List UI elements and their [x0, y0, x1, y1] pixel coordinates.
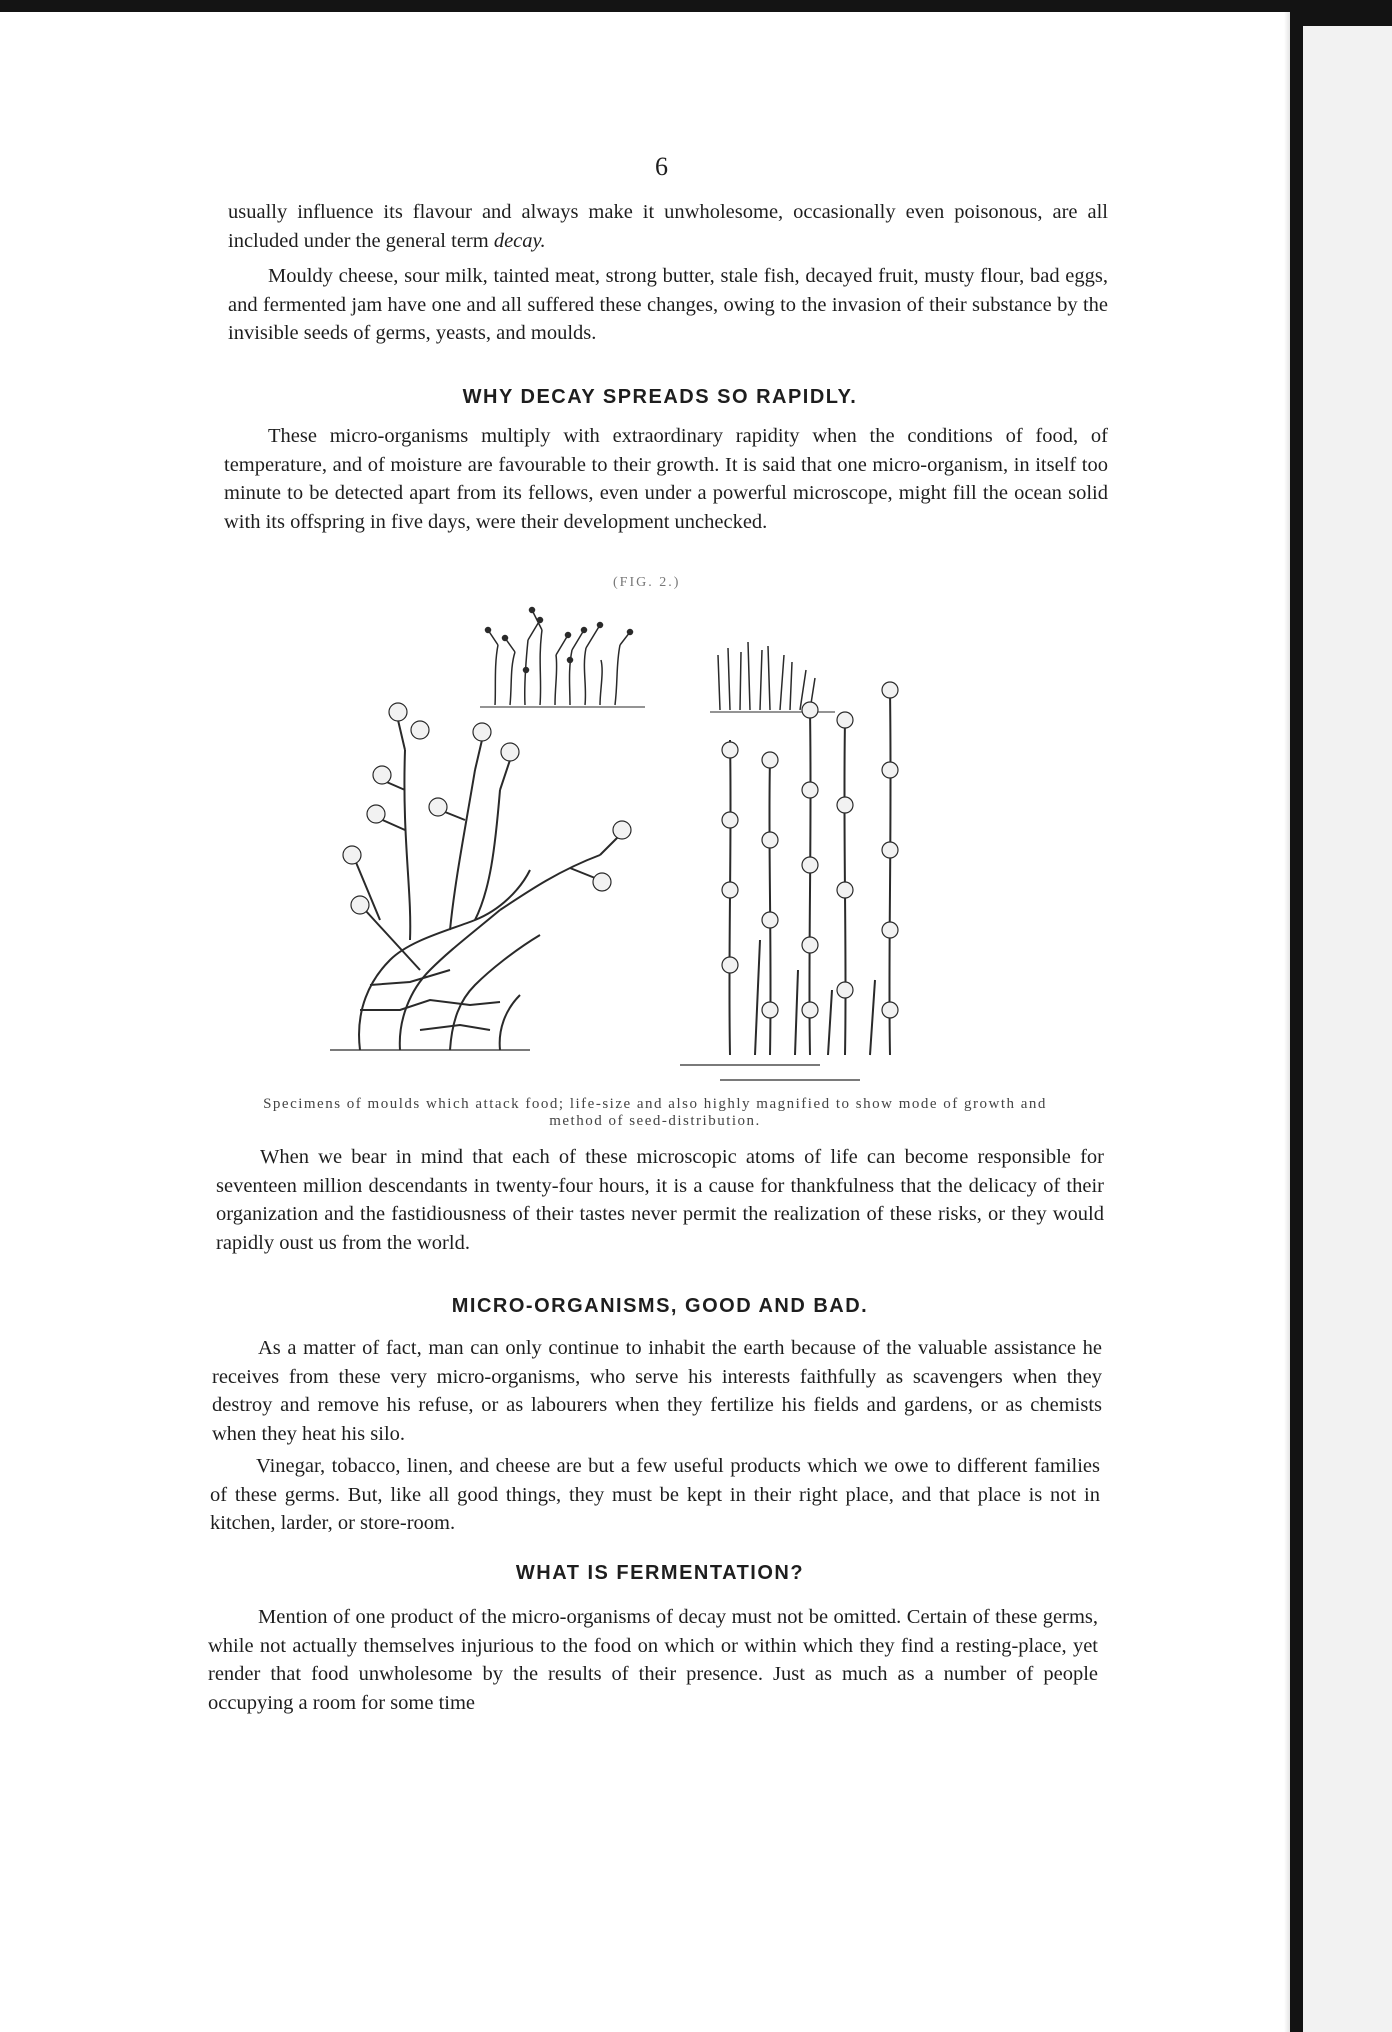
- life-size-mould-right: [710, 642, 835, 712]
- paragraph-seventeen-million: When we bear in mind that each of these microscopic atoms of life can become responsible for seventeen million descendants in twenty-four hours, it is a cause for thankfulness that the delicacy of their organization and the fastidiousness of their tastes never permit the realization of these risks, or they would rapidly oust us from the world.: [216, 1146, 1104, 1254]
- paragraph-assistance: As a matter of fact, man can only continue to inhabit the earth because of the valuable assistance he receives from these very micro-organisms, who serve his interests faithfully as scavengers when they destroy and remove his refuse, or as labourers when they fertilize his fields and gardens, or as chemists when they heat his silo.: [212, 1337, 1102, 1445]
- scan-top-edge: [0, 0, 1392, 12]
- paragraph-spoiled-foods: Mouldy cheese, sour milk, tainted meat, strong butter, stale fish, decayed fruit, musty flour, bad eggs, and fermented jam have one and all suffered these changes, owing to the invasion of their substance by the invisible seeds of germs, yeasts, and moulds.: [228, 265, 1108, 344]
- heading-good-and-bad: MICRO-ORGANISMS, GOOD AND BAD.: [451, 1295, 869, 1317]
- life-size-mould-left: [480, 608, 645, 708]
- paragraph-useful-products: Vinegar, tobacco, linen, and cheese are but a few useful products which we owe to different families of these germs. But, like all good things, they must be kept in their right place, and that place is not in kitchen, larder, or store-room.: [210, 1455, 1100, 1534]
- heading-why-decay-spreads: WHY DECAY SPREADS SO RAPIDLY.: [462, 386, 858, 408]
- paragraph-multiply-rapidly: These micro-organisms multiply with extraordinary rapidity when the conditions of food, of temperature, and of moisture are favourable to their growth. It is said that one micro-organism, in itself too minute to be detected apart from its fellows, even under a powerful microscope, might fill the ocean solid with its offspring in five days, were their development unchecked.: [224, 425, 1108, 533]
- paragraph-decay-definition: [228, 198, 1108, 255]
- mould-specimens-illustration: [300, 590, 1000, 1090]
- figure-label: (FIG. 2.): [613, 575, 681, 590]
- magnified-mould-branching: [330, 703, 631, 1050]
- emphasis-decay: decay.: [493, 229, 546, 252]
- heading-fermentation: WHAT IS FERMENTATION?: [515, 1562, 805, 1584]
- paragraph-fermentation: Mention of one product of the micro-organisms of decay must not be omitted. Certain of these germs, while not actually themselves injurious to the food on which or within which they find a resting-place, yet render that food unwholesome by the results of their presence. Just as much as a number of people occupying a room for some time: [208, 1606, 1098, 1714]
- figure-caption: Specimens of moulds which attack food; life-size and also highly magnified to show mode of growth and method of seed-distribution.: [263, 1096, 1047, 1129]
- page-number: 6: [655, 152, 668, 181]
- magnified-mould-chains: [680, 682, 898, 1080]
- paragraph-text: usually influence its flavour and always make it unwholesome, occasionally even poisonous, are all included under the general term: [228, 201, 1108, 252]
- next-page-edge: [1303, 26, 1392, 2032]
